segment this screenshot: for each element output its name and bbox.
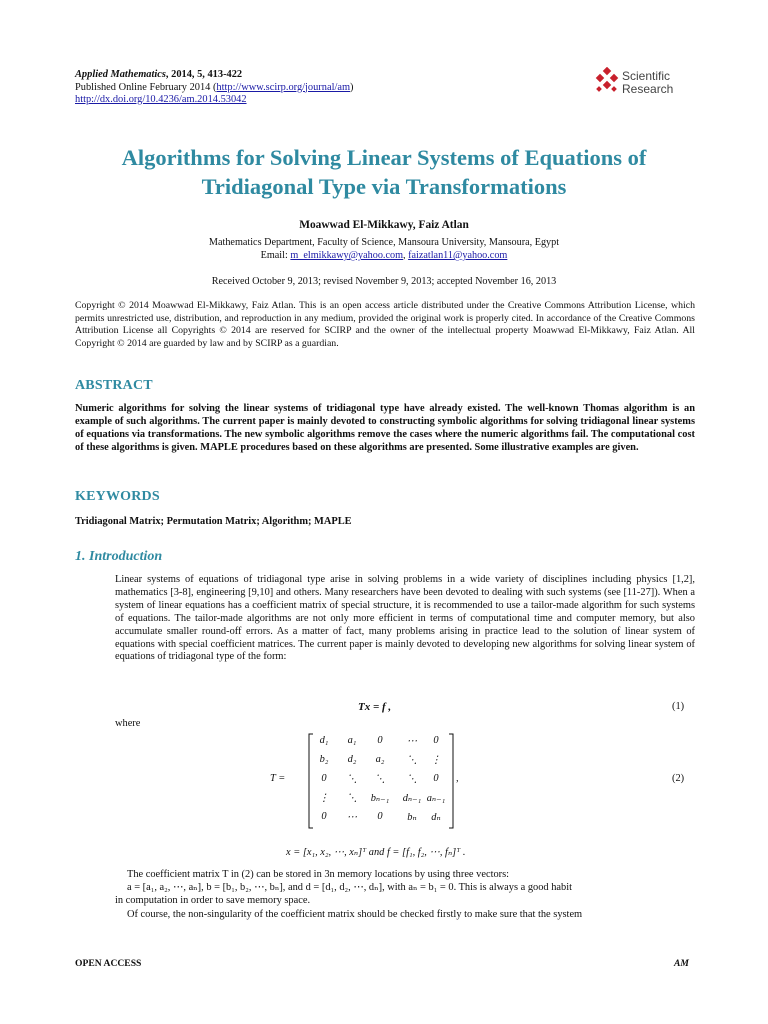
matrix-cell: ⋱ bbox=[406, 774, 418, 785]
matrix-cell: ⋱ bbox=[346, 793, 358, 804]
storage-paragraph bbox=[115, 868, 695, 921]
matrix-cell: dₙ₋₁ bbox=[402, 793, 422, 804]
matrix-cell: a₁ bbox=[347, 735, 357, 746]
matrix-cell: bₙ₋₁ bbox=[370, 793, 390, 804]
matrix-cell: ⋮ bbox=[318, 793, 330, 804]
equation-2-number: (2) bbox=[672, 773, 685, 784]
paper-title bbox=[60, 143, 708, 201]
equation-1-number: (1) bbox=[672, 701, 685, 712]
matrix-cell: a₂ bbox=[375, 754, 385, 765]
matrix-cell: ⋯ bbox=[406, 736, 418, 747]
affiliation-block bbox=[60, 236, 708, 262]
storage-line-4: Of course, the non-singularity of the coefficient matrix should be checked firstly to make sure that the system bbox=[127, 908, 583, 920]
authors: Moawwad El-Mikkawy, Faiz Atlan bbox=[299, 219, 469, 231]
matrix-cell: 0 bbox=[433, 773, 439, 784]
abstract-heading: ABSTRACT bbox=[75, 378, 153, 393]
logo-icon bbox=[593, 67, 621, 95]
matrix-cell: ⋮ bbox=[430, 755, 442, 766]
received-dates: Received October 9, 2013; revised November 9, 2013; accepted November 16, 2013 bbox=[211, 276, 557, 287]
matrix-cell: d₂ bbox=[347, 754, 357, 765]
email-separator: , bbox=[403, 250, 409, 261]
email-link-1[interactable]: m_elmikkawy@yahoo.com bbox=[290, 250, 404, 261]
matrix-cell: bₙ bbox=[407, 812, 417, 823]
footer-journal-abbrev: AM bbox=[674, 958, 689, 969]
doi-link[interactable]: http://dx.doi.org/10.4236/am.2014.53042 bbox=[75, 94, 247, 105]
matrix-label: T = bbox=[270, 773, 286, 784]
matrix-comma: , bbox=[456, 773, 459, 784]
storage-line-3: in computation in order to save memory space. bbox=[115, 895, 311, 907]
published-prefix: Published Online February 2014 ( bbox=[75, 81, 217, 93]
storage-line-2: a = [a₁, a₂, ⋯, aₙ], b = [b₁, b₂, ⋯, bₙ], and d = [d₁, d₂, ⋯, dₙ], with aₙ = b₁ = 0. This is always a good habit bbox=[127, 882, 572, 894]
title-line-1: Algorithms for Solving Linear Systems of Equations of bbox=[121, 145, 647, 170]
copyright-notice: Copyright © 2014 Moawwad El-Mikkawy, Faiz Atlan. This is an open access article distributed under the Creative Commons Attribution License, which permits unrestricted use, distribution, and reproduction in any medium, provided the original work is properly cited. In accordance of the Creative Commons Attribution License all Copyrights © 2014 are reserved for SCIRP and the owner of the intellectual property Moawwad El-Mikkawy, Faiz Atlan. All Copyright © 2014 are guarded by law and by SCIRP as a guardian. bbox=[75, 300, 695, 349]
matrix-cell: ⋯ bbox=[346, 812, 358, 823]
introduction-heading: 1. Introduction bbox=[75, 549, 163, 564]
matrix-cell: 0 bbox=[321, 811, 327, 822]
matrix-cell: dₙ bbox=[431, 812, 441, 823]
introduction-text: Linear systems of equations of tridiagonal type arise in solving problems in a wide variety of disciplines including physics [1,2], mathematics [3-8], engineering [9,10] and others. Many researchers have been devoted to dealing with such systems (see [11-27]). When a system of linear equations has a coefficient matrix of special structure, it is recommended to use a tailor-made algorithm for such systems of equations. The tailor-made algorithms are not only more efficient in terms of computational time and computer memory, but also accumulate smaller round-off errors. As a matter of fact, many problems arising in practice lead to the solution of linear system of equations with special coefficient matrices. The current paper is mainly devoted to developing new algorithms for solving linear system of equations of tridiagonal type of the form: bbox=[115, 574, 695, 663]
matrix-cell: 0 bbox=[377, 735, 383, 746]
keywords-heading: KEYWORDS bbox=[75, 489, 160, 504]
logo-text-line2: Research bbox=[622, 82, 674, 96]
journal-name: Applied Mathematics bbox=[75, 69, 166, 80]
matrix-cell: 0 bbox=[377, 811, 383, 822]
matrix-cell: aₙ₋₁ bbox=[426, 793, 446, 804]
tridiagonal-matrix bbox=[270, 733, 470, 829]
journal-link[interactable]: http://www.scirp.org/journal/am bbox=[216, 81, 351, 93]
scientific-research-logo bbox=[593, 67, 703, 99]
email-label: Email: bbox=[260, 250, 291, 261]
matrix-cell: ⋱ bbox=[346, 774, 358, 785]
matrix-cell: ⋱ bbox=[374, 774, 386, 785]
title-line-2: Tridiagonal Type via Transformations bbox=[201, 174, 567, 199]
matrix-cell: 0 bbox=[321, 773, 327, 784]
vector-definitions: x = [x₁, x₂, ⋯, xₙ]ᵀ and f = [f₁, f₂, ⋯, fₙ]ᵀ . bbox=[286, 847, 466, 858]
logo-text-line1: Scientific bbox=[622, 69, 671, 83]
storage-line-1: The coefficient matrix T in (2) can be stored in 3n memory locations by using three vectors: bbox=[127, 869, 510, 880]
journal-header bbox=[75, 69, 354, 107]
journal-volume: , 2014, 5, 413-422 bbox=[165, 69, 243, 80]
matrix-cell: 0 bbox=[433, 735, 439, 746]
equation-1: Tx = f , bbox=[358, 701, 392, 713]
keywords-text: Tridiagonal Matrix; Permutation Matrix; Algorithm; MAPLE bbox=[75, 516, 352, 527]
abstract-text: Numeric algorithms for solving the linear systems of tridiagonal type have already existed. The well-known Thomas algorithm is an example of such algorithms. The current paper is mainly devoted to constructing symbolic algorithms for solving tridiagonal linear systems of equations via transformations. The new symbolic algorithms remove the cases where the numeric algorithms fail. The computational cost of these algorithms is given. MAPLE procedures based on these algorithms are presented. Some illustrative examples are given. bbox=[75, 403, 695, 453]
email-link-2[interactable]: faizatlan11@yahoo.com bbox=[408, 250, 508, 261]
where-text: where bbox=[115, 718, 141, 729]
affiliation: Mathematics Department, Faculty of Science, Mansoura University, Mansoura, Egypt bbox=[208, 237, 560, 248]
matrix-cell: ⋱ bbox=[406, 755, 418, 766]
matrix-cell: d₁ bbox=[319, 735, 329, 746]
published-suffix: ) bbox=[350, 81, 354, 93]
matrix-cell: b₂ bbox=[319, 754, 329, 765]
footer-open-access: OPEN ACCESS bbox=[75, 958, 142, 969]
